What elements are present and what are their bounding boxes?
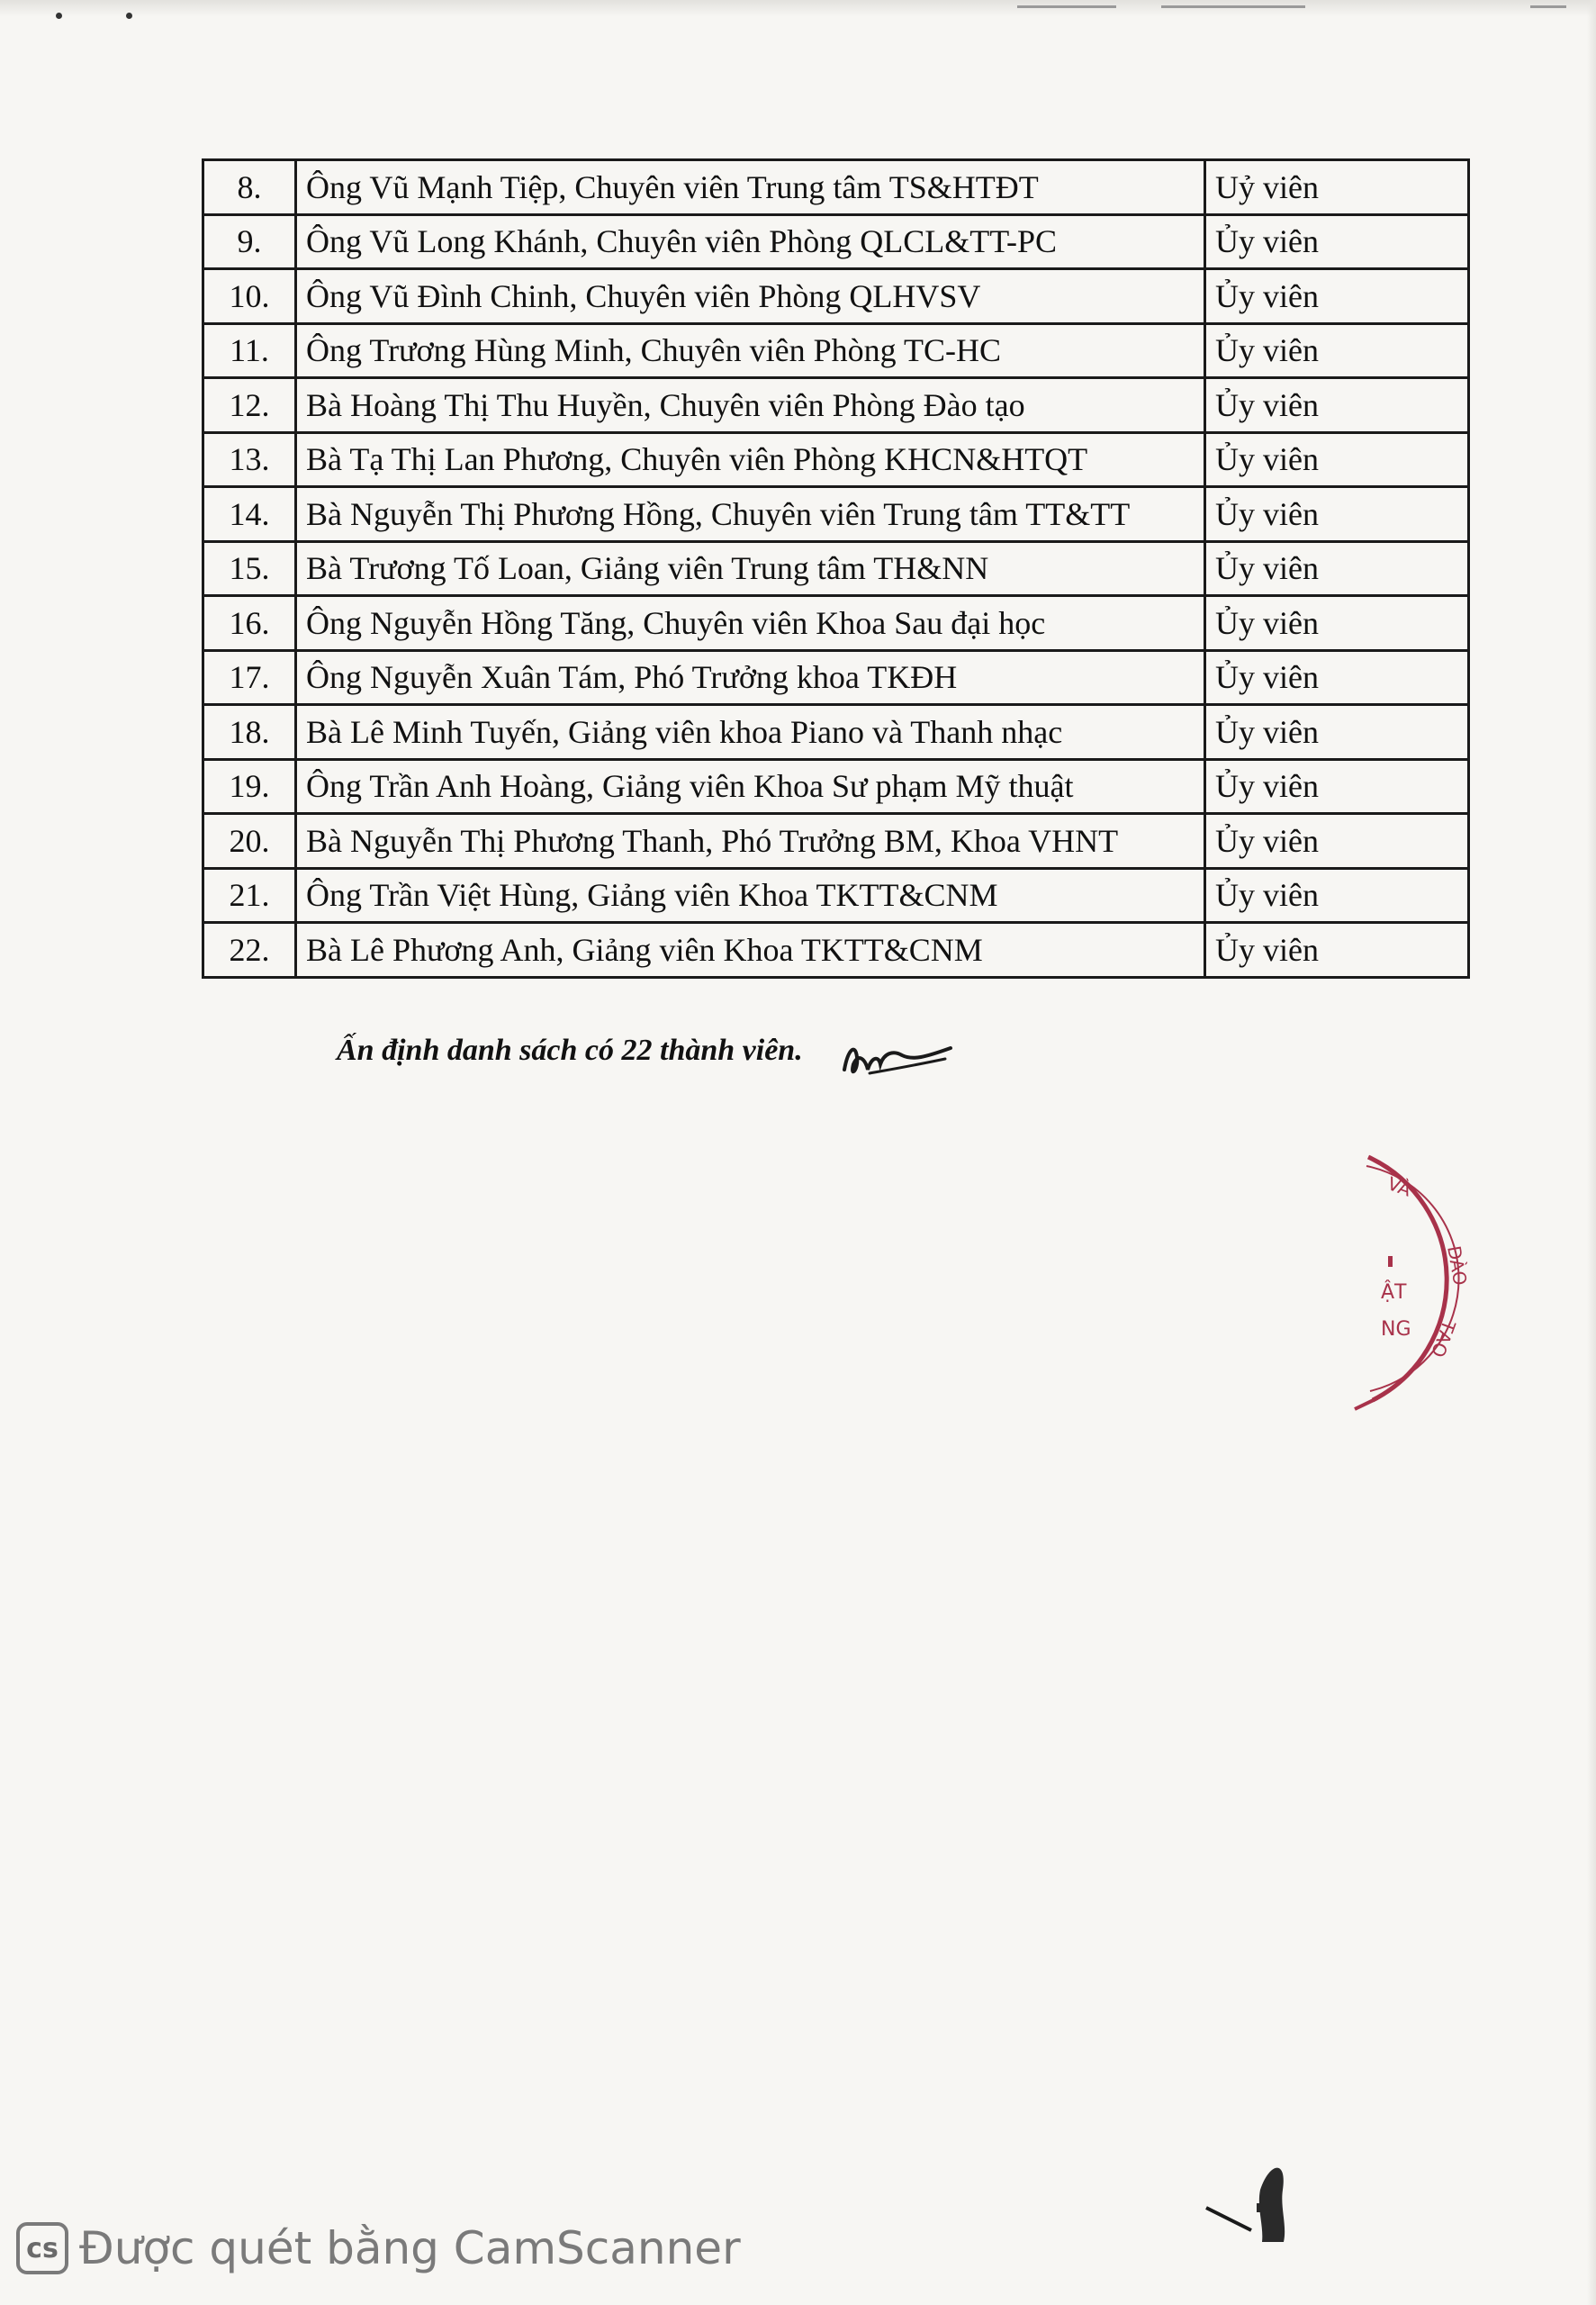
table-row [203,650,1469,705]
member-name-position: Ông Nguyễn Hồng Tăng, Chuyên viên Khoa Sau đại học [296,596,1205,651]
member-name-position: Bà Trương Tố Loan, Giảng viên Trung tâm TH&NN [296,541,1205,596]
member-name-position: Bà Nguyễn Thị Phương Thanh, Phó Trưởng BM, Khoa VHNT [296,814,1205,869]
member-name-position: Ông Vũ Long Khánh, Chuyên viên Phòng QLCL&TT-PC [296,214,1205,269]
scan-right-shadow [1587,0,1596,2305]
table-row [203,868,1469,923]
member-role: Ủy viên [1205,705,1469,760]
scan-edge-mark [1161,5,1305,8]
camscanner-watermark [16,2217,741,2280]
members-table [202,158,1470,979]
member-number: 10. [203,269,296,324]
member-name-position: Bà Nguyễn Thị Phương Hồng, Chuyên viên Trung tâm TT&TT [296,487,1205,542]
member-name-position: Bà Tạ Thị Lan Phương, Chuyên viên Phòng KHCN&HTQT [296,432,1205,487]
member-name-position: Ông Trần Việt Hùng, Giảng viên Khoa TKTT&CNM [296,868,1205,923]
member-role: Uỷ viên [1205,160,1469,215]
table-row [203,923,1469,978]
member-number: 15. [203,541,296,596]
member-number: 13. [203,432,296,487]
member-name-position: Bà Lê Phương Anh, Giảng viên Khoa TKTT&CNM [296,923,1205,978]
member-role: Ủy viên [1205,759,1469,814]
table-row [203,705,1469,760]
scan-edge-mark [1017,5,1116,8]
member-role: Ủy viên [1205,814,1469,869]
member-role: Ủy viên [1205,650,1469,705]
official-stamp [1350,1130,1494,1418]
stamp-fragment: NG [1381,1318,1411,1341]
member-role: Ủy viên [1205,432,1469,487]
member-number: 18. [203,705,296,760]
member-number: 20. [203,814,296,869]
member-number: 16. [203,596,296,651]
table-row [203,432,1469,487]
member-number: 11. [203,323,296,378]
member-number: 9. [203,214,296,269]
member-role: Ủy viên [1205,596,1469,651]
closing-note: Ấn định danh sách có 22 thành viên. [337,1034,803,1067]
member-number: 17. [203,650,296,705]
table-row [203,269,1469,324]
members-table-body [203,160,1469,978]
member-role: Ủy viên [1205,487,1469,542]
member-name-position: Bà Lê Minh Tuyến, Giảng viên khoa Piano và Thanh nhạc [296,705,1205,760]
member-role: Ủy viên [1205,923,1469,978]
table-row [203,759,1469,814]
member-name-position: Ông Trần Anh Hoàng, Giảng viên Khoa Sư phạm Mỹ thuật [296,759,1205,814]
camscanner-logo-icon: cs [16,2222,68,2274]
initials-signature [839,1034,956,1084]
member-role: Ủy viên [1205,323,1469,378]
member-role: Ủy viên [1205,868,1469,923]
member-number: 8. [203,160,296,215]
member-name-position: Ông Trương Hùng Minh, Chuyên viên Phòng TC-HC [296,323,1205,378]
member-number: 19. [203,759,296,814]
member-number: 14. [203,487,296,542]
member-number: 12. [203,378,296,433]
member-name-position: Ông Nguyễn Xuân Tám, Phó Trưởng khoa TKĐH [296,650,1205,705]
stamp-fragment: TẠO [1427,1317,1460,1360]
table-row [203,596,1469,651]
member-name-position: Ông Vũ Mạnh Tiệp, Chuyên viên Trung tâm TS&HTĐT [296,160,1205,215]
member-name-position: Ông Vũ Đình Chinh, Chuyên viên Phòng QLHVSV [296,269,1205,324]
scan-top-edge [0,0,1596,16]
bottom-ink-mark [1197,2154,1314,2244]
stamp-fragment: ĐÀO [1443,1243,1472,1288]
member-role: Ủy viên [1205,214,1469,269]
table-row [203,378,1469,433]
table-row [203,814,1469,869]
table-row [203,487,1469,542]
member-role: Ủy viên [1205,378,1469,433]
member-number: 22. [203,923,296,978]
scan-dot [56,13,62,19]
table-row [203,160,1469,215]
table-row [203,214,1469,269]
member-role: Ủy viên [1205,541,1469,596]
member-number: 21. [203,868,296,923]
scan-edge-mark [1530,5,1566,8]
scan-dot [126,13,132,19]
table-row [203,541,1469,596]
member-name-position: Bà Hoàng Thị Thu Huyền, Chuyên viên Phòng Đào tạo [296,378,1205,433]
stamp-fragment: ẬT [1381,1281,1407,1304]
table-row [203,323,1469,378]
camscanner-text: Được quét bằng CamScanner [79,2222,741,2274]
stamp-fragment: VÀ [1384,1172,1415,1201]
member-role: Ủy viên [1205,269,1469,324]
